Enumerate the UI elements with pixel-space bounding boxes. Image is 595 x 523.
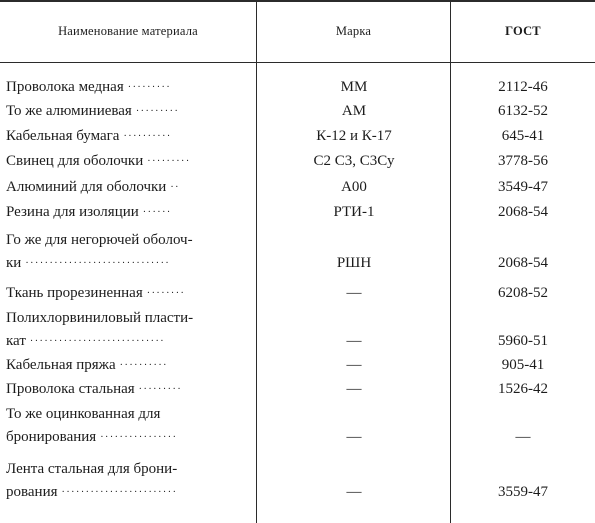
row-name: [6, 178, 256, 197]
row-gost: 3559-47: [498, 484, 548, 500]
row-name: [6, 356, 256, 375]
row-name-line: Проволока стальная ·········: [6, 381, 183, 397]
row-name: [6, 152, 256, 171]
row-mark: —: [346, 484, 362, 500]
row-mark: —: [346, 429, 362, 445]
row-name-line: Резина для изоляции ······: [6, 204, 172, 220]
row-name-line: Полихлорвиниловый пласти-: [6, 310, 194, 326]
row-gost: 2068-54: [498, 255, 548, 271]
row-name: [6, 203, 256, 222]
row-name-line: Кабельная бумага ··········: [6, 128, 172, 144]
row-mark: АМ: [341, 103, 367, 119]
header-gost: ГОСТ: [505, 23, 541, 38]
leader-dots: ··········: [115, 360, 168, 371]
row-gost: 6208-52: [498, 285, 548, 301]
row-name-line: бронирования ················: [6, 429, 178, 445]
leader-dots: ························: [57, 487, 178, 498]
row-mark: РТИ-1: [333, 204, 375, 220]
row-gost: 1526-42: [498, 381, 548, 397]
leader-dots: ····························: [25, 336, 166, 347]
row-mark: ММ: [340, 79, 368, 95]
row-name-line: кат ····························: [6, 333, 166, 349]
leader-dots: ··········: [119, 131, 172, 142]
row-name: [6, 460, 256, 502]
row-name: [6, 127, 256, 146]
leader-dots: ················: [96, 432, 178, 443]
leader-dots: ··: [166, 182, 181, 193]
row-name-line: То же алюминиевая ·········: [6, 103, 180, 119]
row-gost: 3549-47: [498, 179, 548, 195]
column-divider-1: [256, 0, 257, 523]
leader-dots: ······: [138, 207, 172, 218]
header-mark: Марка: [335, 23, 372, 38]
row-name-line: Свинец для оболочки ·········: [6, 153, 191, 169]
row-gost: 645-41: [501, 128, 545, 144]
row-name: [6, 231, 256, 273]
row-gost: 6132-52: [498, 103, 548, 119]
row-name-line: Лента стальная для брони-: [6, 461, 178, 477]
row-name-line: Алюминий для оболочки ··: [6, 179, 181, 195]
row-gost: 2112-46: [498, 79, 548, 95]
header-name: Наименование материала: [58, 23, 198, 38]
row-name-line: ки ······························: [6, 255, 171, 271]
header-divider: [0, 62, 595, 63]
row-gost: 3778-56: [498, 153, 548, 169]
row-name-line: Кабельная пряжа ··········: [6, 357, 168, 373]
row-mark: —: [346, 285, 362, 301]
row-mark: РШН: [336, 255, 372, 271]
row-name-line: То же оцинкованная для: [6, 406, 161, 422]
row-gost: —: [515, 429, 531, 445]
row-mark: —: [346, 357, 362, 373]
row-name: [6, 309, 256, 351]
row-name: [6, 102, 256, 121]
row-name-line: Го же для негорючей оболоч-: [6, 232, 193, 248]
leader-dots: ·········: [134, 384, 183, 395]
leader-dots: ·········: [143, 156, 191, 167]
row-mark: —: [346, 333, 362, 349]
row-gost: 905-41: [501, 357, 545, 373]
row-mark: —: [346, 381, 362, 397]
leader-dots: ·········: [131, 106, 180, 117]
leader-dots: ········: [142, 288, 186, 299]
row-gost: 2068-54: [498, 204, 548, 220]
row-name: [6, 380, 256, 399]
row-mark: С2 С3, С3Су: [313, 153, 395, 169]
leader-dots: ······························: [21, 258, 171, 269]
row-name-line: Ткань прорезиненная ········: [6, 285, 186, 301]
row-name: [6, 405, 256, 447]
row-mark: К-12 и К-17: [316, 128, 392, 144]
row-mark: А00: [341, 179, 367, 195]
row-name-line: рования ························: [6, 484, 178, 500]
row-name: [6, 284, 256, 303]
leader-dots: ·········: [123, 82, 172, 93]
row-name-line: Проволока медная ·········: [6, 79, 172, 95]
row-name: [6, 78, 256, 97]
row-gost: 5960-51: [498, 333, 548, 349]
